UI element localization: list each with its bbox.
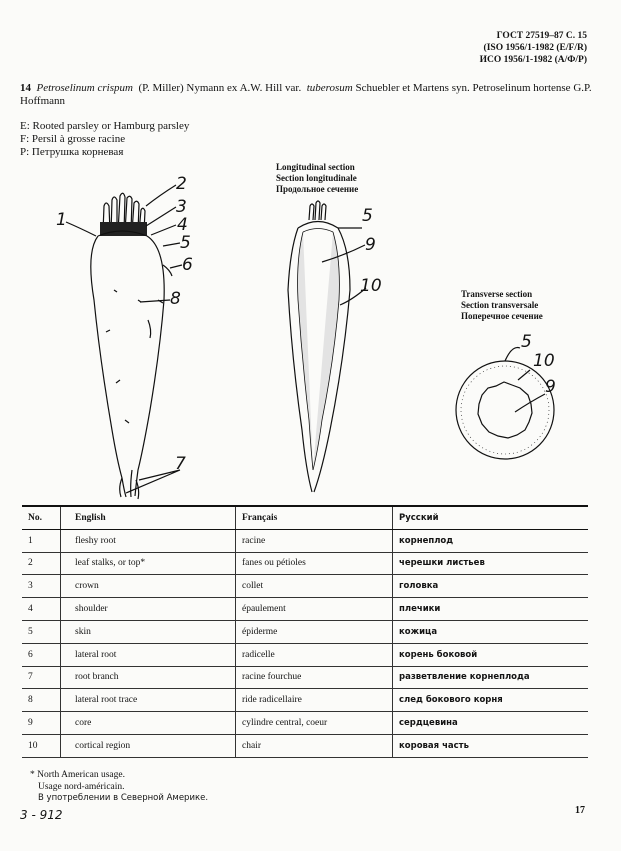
- cell-russian: сердцевина: [393, 712, 589, 735]
- latin-genus: Petroselinum crispum: [36, 82, 133, 94]
- cell-russian: корнеплод: [393, 529, 589, 552]
- cell-no: 1: [22, 529, 61, 552]
- longitudinal-caption-fr: Section longitudinale: [276, 173, 357, 183]
- page-number: 17: [575, 805, 585, 816]
- table-row: [22, 689, 588, 712]
- cell-french: racine fourchue: [236, 666, 393, 689]
- cell-english: cortical region: [61, 734, 236, 757]
- longitudinal-section-drawing: [288, 201, 366, 492]
- cell-english: crown: [61, 575, 236, 598]
- callout-1: 1: [56, 210, 67, 230]
- cell-french: radicelle: [236, 643, 393, 666]
- table-row: [22, 712, 588, 735]
- cell-english: core: [61, 712, 236, 735]
- entry-number: 14: [20, 82, 31, 94]
- table-header-row: [22, 506, 588, 529]
- transverse-caption-ru: Поперечное сечение: [461, 311, 543, 321]
- header-line-1: ГОСТ 27519–87 С. 15: [496, 31, 587, 41]
- callout-6: 6: [182, 255, 193, 275]
- table-row: [22, 529, 588, 552]
- cell-french: ride radicellaire: [236, 689, 393, 712]
- terminology-table: [22, 505, 588, 758]
- name-french: F: Persil à grosse racine: [20, 133, 126, 145]
- callout-7: 7: [175, 454, 186, 474]
- cell-russian: корень боковой: [393, 643, 589, 666]
- callout-fig2-10: 10: [360, 276, 382, 296]
- cell-english: lateral root trace: [61, 689, 236, 712]
- print-code: 3 - 912: [20, 808, 63, 822]
- cell-english: root branch: [61, 666, 236, 689]
- callout-3: 3: [176, 197, 187, 217]
- cell-russian: кожица: [393, 620, 589, 643]
- footnote-ru: В употреблении в Северной Америке.: [38, 793, 209, 803]
- callout-5: 5: [180, 233, 191, 253]
- cell-no: 4: [22, 598, 61, 621]
- cell-french: épaulement: [236, 598, 393, 621]
- cell-russian: плечики: [393, 598, 589, 621]
- transverse-caption-fr: Section transversale: [461, 300, 539, 310]
- cell-no: 5: [22, 620, 61, 643]
- table-row: [22, 734, 588, 757]
- cell-french: chair: [236, 734, 393, 757]
- table-row: [22, 598, 588, 621]
- footnote: [30, 770, 208, 805]
- longitudinal-caption-ru: Продольное сечение: [276, 184, 359, 194]
- cell-french: racine: [236, 529, 393, 552]
- header-french: Français: [236, 506, 393, 529]
- footnote-fr: Usage nord-américain.: [38, 781, 125, 792]
- transverse-caption-en: Transverse section: [461, 289, 533, 299]
- callout-8: 8: [170, 289, 181, 309]
- cell-no: 9: [22, 712, 61, 735]
- header-russian: Русский: [393, 506, 589, 529]
- latin-variety: tuberosum: [306, 82, 353, 94]
- cell-russian: коровая часть: [393, 734, 589, 757]
- cell-russian: след бокового корня: [393, 689, 589, 712]
- cell-no: 3: [22, 575, 61, 598]
- name-russian: P: Петрушка корневая: [20, 146, 124, 158]
- cell-no: 2: [22, 552, 61, 575]
- cell-english: fleshy root: [61, 529, 236, 552]
- cell-french: fanes ou pétioles: [236, 552, 393, 575]
- cell-no: 6: [22, 643, 61, 666]
- table-row: [22, 666, 588, 689]
- whole-root-drawing: [66, 185, 182, 499]
- table-row: [22, 620, 588, 643]
- cell-french: cylindre central, coeur: [236, 712, 393, 735]
- footnote-en: * North American usage.: [30, 770, 125, 780]
- header-line-2: (ISO 1956/1-1982 (E/F/R): [483, 43, 587, 53]
- cell-english: lateral root: [61, 643, 236, 666]
- cell-french: épiderme: [236, 620, 393, 643]
- cell-russian: разветвление корнеплода: [393, 666, 589, 689]
- callout-fig2-5: 5: [362, 206, 373, 226]
- callout-2: 2: [176, 174, 187, 194]
- table-row: [22, 643, 588, 666]
- table-row: [22, 552, 588, 575]
- callout-fig3-10: 10: [533, 351, 555, 371]
- table-row: [22, 575, 588, 598]
- cell-no: 8: [22, 689, 61, 712]
- cell-english: leaf stalks, or top*: [61, 552, 236, 575]
- callout-fig2-9: 9: [365, 235, 376, 255]
- latin-rest: Schuebler et Martens syn. Petroselinum hortense G.P. Hoffmann: [20, 82, 592, 107]
- callout-fig3-9: 9: [545, 377, 556, 397]
- callout-fig3-5: 5: [521, 332, 532, 352]
- cell-english: shoulder: [61, 598, 236, 621]
- name-english: E: Rooted parsley or Hamburg parsley: [20, 120, 190, 132]
- callout-4: 4: [177, 215, 188, 235]
- cell-no: 10: [22, 734, 61, 757]
- longitudinal-caption-en: Longitudinal section: [276, 162, 355, 172]
- cell-english: skin: [61, 620, 236, 643]
- cell-french: collet: [236, 575, 393, 598]
- header-english: English: [61, 506, 236, 529]
- latin-authors: (P. Miller) Nymann ex A.W. Hill var.: [138, 82, 302, 94]
- header-no: No.: [22, 506, 61, 529]
- cell-no: 7: [22, 666, 61, 689]
- cell-russian: черешки листьев: [393, 552, 589, 575]
- cell-russian: головка: [393, 575, 589, 598]
- header-line-3: ИСО 1956/1-1982 (А/Ф/Р): [479, 55, 587, 65]
